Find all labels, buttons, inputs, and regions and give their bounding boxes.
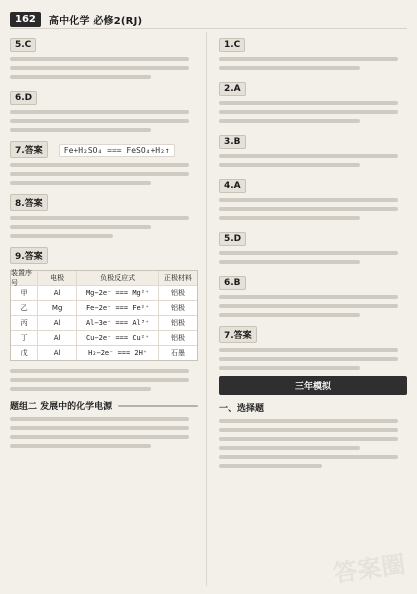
answer-block-5 (219, 226, 407, 264)
answer-marker: 5.D (219, 232, 246, 246)
section-heading: 三年模拟 (219, 376, 407, 395)
table-cell: Al (37, 331, 76, 345)
watermark: 答案圈 (331, 550, 407, 588)
text-line (219, 313, 360, 317)
page-header (10, 10, 407, 29)
text-line (10, 426, 189, 430)
table-row (11, 315, 197, 330)
table-cell: 铝极 (158, 301, 197, 315)
table-cell: 戊 (20, 349, 28, 357)
text-line (10, 181, 151, 185)
left-column (10, 32, 207, 586)
answer-block-7 (219, 323, 407, 370)
text-line (10, 57, 189, 61)
answer-block-9 (10, 244, 198, 391)
answer-block-8 (10, 191, 198, 238)
table-cell: H₂−2e⁻ === 2H⁺ (76, 346, 158, 360)
answer-marker: 8.答案 (10, 194, 48, 211)
text-line (10, 225, 151, 229)
table-cell: 石墨 (158, 346, 197, 360)
answer-marker: 4.A (219, 179, 246, 193)
text-line (10, 75, 151, 79)
table-cell: 甲 (20, 289, 28, 297)
answer-marker: 6.D (10, 91, 37, 105)
table-cell: 乙 (20, 304, 28, 312)
table-row (11, 300, 197, 315)
text-line (219, 428, 398, 432)
table-cell: Al−3e⁻ === Al³⁺ (76, 316, 158, 330)
answer-block-1 (219, 32, 407, 70)
table-cell: 铝极 (158, 316, 197, 330)
table-cell: 丁 (20, 334, 28, 342)
table-header-cell: 负极反应式 (76, 271, 158, 285)
text-line (219, 119, 360, 123)
text-line (219, 455, 398, 459)
table-cell: 丙 (20, 319, 28, 327)
table-cell: Al (37, 316, 76, 330)
text-line (219, 366, 360, 370)
text-line (219, 304, 398, 308)
text-line (219, 446, 360, 450)
text-line (219, 207, 398, 211)
text-line (219, 216, 360, 220)
answer-block-6 (10, 85, 198, 132)
right-column (217, 32, 407, 586)
text-line (10, 110, 189, 114)
table-cell: 铝极 (158, 331, 197, 345)
text-line (10, 444, 151, 448)
answer-block-7 (10, 138, 198, 185)
text-line (10, 163, 189, 167)
table-cell: Mg (37, 301, 76, 315)
answer-block-6 (219, 270, 407, 317)
book-title: 高中化学 必修2(RJ) (48, 15, 143, 27)
answer-block-2 (219, 76, 407, 123)
text-line (219, 57, 398, 61)
section-title: 题组二 发展中的化学电源 (10, 399, 198, 412)
text-line (10, 128, 151, 132)
answer-marker: 6.B (219, 276, 246, 290)
table-cell: Fe−2e⁻ === Fe²⁺ (76, 301, 158, 315)
text-line (10, 234, 113, 238)
answer-block-5 (10, 32, 198, 79)
text-line (219, 198, 398, 202)
table-row (11, 285, 197, 300)
text-line (219, 110, 398, 114)
table-cell: Al (37, 286, 76, 300)
text-line (10, 172, 189, 176)
text-line (219, 101, 398, 105)
subheading: 一、选择题 (219, 404, 265, 414)
answer-marker: 7.答案 (10, 141, 48, 158)
table-cell: Al (37, 346, 76, 360)
text-line (219, 419, 398, 423)
subsection-text (219, 419, 407, 468)
text-line (10, 417, 189, 421)
text-line (219, 295, 398, 299)
table-header-cell: 装置序号 (11, 269, 32, 287)
table-cell: Cu−2e⁻ === Cu²⁺ (76, 331, 158, 345)
text-line (219, 464, 322, 468)
table-header-row (11, 271, 197, 285)
answer-block-4 (219, 173, 407, 220)
answer-marker: 3.B (219, 135, 246, 149)
page-number: 162 (10, 12, 41, 27)
text-line (10, 216, 189, 220)
chemical-equation: Fe+H₂SO₄ === FeSO₄+H₂↑ (59, 144, 175, 157)
answer-table (10, 270, 198, 361)
text-line (10, 369, 189, 373)
table-row (11, 330, 197, 345)
text-line (219, 357, 398, 361)
text-line (219, 66, 360, 70)
text-line (10, 435, 189, 439)
text-line (219, 154, 398, 158)
text-line (10, 387, 151, 391)
answer-marker: 9.答案 (10, 247, 48, 264)
text-line (219, 437, 398, 441)
answer-marker: 1.C (219, 38, 245, 52)
answer-marker: 2.A (219, 82, 246, 96)
table-row (11, 345, 197, 360)
text-line (219, 260, 360, 264)
section-text (10, 417, 198, 448)
text-line (219, 348, 398, 352)
table-cell: Mg−2e⁻ === Mg²⁺ (76, 286, 158, 300)
answer-marker: 5.C (10, 38, 36, 52)
answer-block-3 (219, 129, 407, 167)
text-line (10, 66, 189, 70)
section-rule (118, 405, 198, 407)
text-line (219, 163, 360, 167)
answer-marker: 7.答案 (219, 326, 257, 343)
table-cell: 铝极 (158, 286, 197, 300)
text-line (10, 119, 189, 123)
table-header-cell: 正极材料 (158, 271, 197, 285)
text-line (10, 378, 189, 382)
content (10, 32, 407, 586)
text-line (219, 251, 398, 255)
table-header-cell: 电极 (37, 271, 76, 285)
